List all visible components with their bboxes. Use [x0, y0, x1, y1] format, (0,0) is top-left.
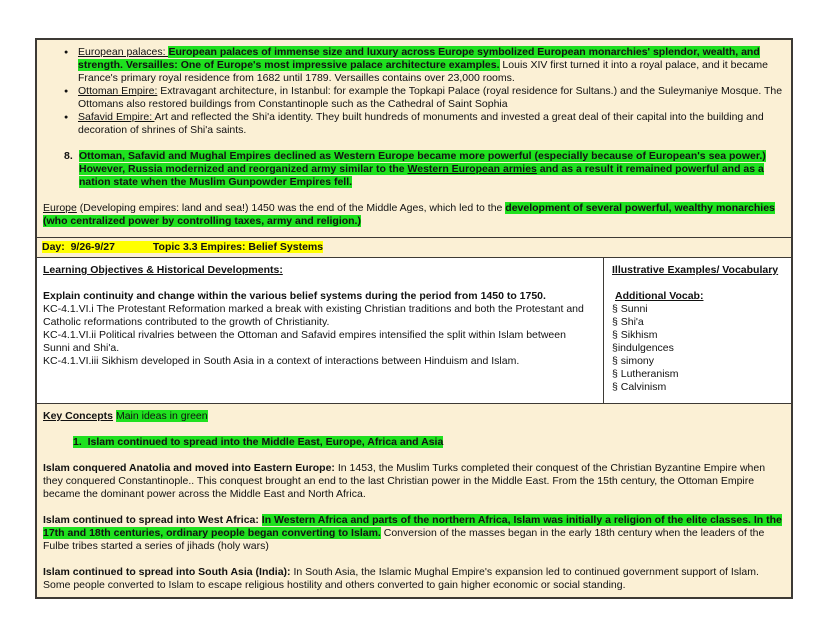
text-run: Islam continued to spread into West Africa:: [43, 514, 262, 526]
bullet-text: [78, 111, 783, 137]
blank-line: [43, 189, 783, 202]
text-run: In South Asia, the Islamic Mughal Empire's expansion led to continued government support of Islam. Some people converted to Islam to escape religious hostility and others converted to gain higher economic or social standing.: [43, 566, 759, 591]
objectives-lead: Explain continuity and change within the various belief systems during the period from 1450 to 1750.: [43, 290, 546, 302]
vocab-item: § Shi'a: [612, 316, 644, 328]
concept-paragraph-anatolia: [43, 462, 783, 501]
objectives-table-row: [37, 257, 791, 403]
numbered-item-text: [79, 150, 783, 189]
blank-line: [43, 501, 783, 514]
additional-vocab-heading: Additional Vocab:: [615, 290, 704, 302]
bullet-text: [78, 85, 783, 111]
blank-line: [43, 277, 593, 290]
text-run: Topic 3.3 Empires: Belief Systems: [152, 241, 324, 253]
text-run: Western European armies: [407, 163, 537, 175]
vocab-item: § Sikhism: [612, 329, 658, 341]
text-run: Louis XIV first turned it into a royal palace, and it became France's primary royal residence from 1682 until 1789. Versailles contains over 23,000 rooms.: [78, 59, 768, 84]
concept-paragraph-south-asia: [43, 566, 783, 592]
vocab-item: § simony: [612, 355, 655, 367]
objectives-heading: Learning Objectives & Historical Developments:: [43, 264, 283, 276]
text-run: In Western Africa and parts of the northern Africa, Islam was initially a religion of the elite classes. In the 17th and 18th centuries, ordinary people began converting to Islam.: [43, 514, 782, 539]
bullet-text: [78, 46, 783, 85]
text-run: European palaces of immense size and luxury across Europe symbolized European monarchies' splendor, wealth, and strength. Versailles: One of Europe's most impressive palace architecture examples.: [78, 46, 760, 71]
text-run: Conversion of the masses began in the early 18th century when the leaders of the Fulbe tribes started a series of jihads (holy wars): [43, 527, 765, 552]
key-concepts-heading: [43, 410, 783, 423]
top-section: [37, 40, 791, 237]
day-topic-row: [37, 237, 791, 257]
text-run: development of several powerful, wealthy monarchies (who centralized power by controlling taxes, army and religion.): [43, 202, 775, 227]
europe-paragraph: [43, 202, 783, 228]
text-run: Main ideas in green: [115, 410, 208, 422]
bullet-item-ottoman-empire: [43, 85, 783, 111]
text-run: 1. Islam continued to spread into the Middle East, Europe, Africa and Asia: [73, 436, 444, 448]
blank-line: [612, 277, 787, 290]
text-run: Extravagant architecture, in Istanbul: for example the Topkapi Palace (royal residence for Sultans.) and the Suleymaniye Mosque. The Ottomans also restored buildings from Constantinople such as the Cathedral of Saint Sophia: [78, 85, 783, 110]
text-run: (Developing empires: land and sea!) 1450 was the end of the Middle Ages, which led to the: [76, 202, 506, 214]
text-run: and as a result it remained powerful and as a nation state when the Muslim Gunpowder Empires fell.: [79, 163, 764, 188]
bullet-icon: ●: [64, 49, 69, 56]
bullet-item-european-palaces: [43, 46, 783, 85]
text-run: [115, 241, 153, 253]
kc-line: KC-4.1.VI.ii Political rivalries between the Ottoman and Safavid empires intensified the split within Islam between Sunni and Shi'a.: [43, 329, 566, 354]
text-run: Day: 9/26-9/27: [42, 241, 115, 253]
document-page: [35, 38, 793, 599]
blank-line: [43, 553, 783, 566]
key-concepts-section: [37, 403, 791, 597]
bullet-icon: ●: [64, 88, 69, 95]
text-run: Ottoman, Safavid and Mughal Empires declined as Western Europe became more powerful (especially because of European's sea power.) However, Russia modernized and reorganized army similar to the: [79, 150, 766, 175]
blank-line: [43, 137, 783, 150]
text-run: Europe: [43, 202, 77, 214]
vocabulary-cell: [604, 258, 791, 403]
item-number: 8.: [64, 150, 73, 162]
vocab-item: § Calvinism: [612, 381, 667, 393]
kc-line: KC-4.1.VI.i The Protestant Reformation marked a break with existing Christian traditions and both the Protestant and Catholic reformations contributed to the growth of Christianity.: [43, 303, 584, 328]
text-run: European palaces:: [78, 46, 169, 58]
bullet-item-safavid-empire: [43, 111, 783, 137]
bullet-icon: ●: [64, 114, 69, 121]
numbered-item-8: [43, 150, 783, 189]
vocab-list: [612, 303, 787, 394]
objectives-left-cell: [37, 258, 604, 403]
text-run: Safavid Empire:: [78, 111, 155, 123]
text-run: Ottoman Empire:: [78, 85, 158, 97]
vocab-item: § Sunni: [612, 303, 648, 315]
blank-line: [43, 449, 783, 462]
blank-line: [43, 423, 783, 436]
text-run: Islam continued to spread into South Asia (India):: [43, 566, 294, 578]
kc-line: KC-4.1.VI.iii Sikhism developed in South Asia in a context of interactions between Hinduism and Islam.: [43, 355, 520, 367]
text-run: Key Concepts: [43, 410, 114, 422]
vocab-item: §indulgences: [612, 342, 674, 354]
concept-paragraph-west-africa: [43, 514, 783, 553]
text-run: Art and reflected the Shi'a identity. They built hundreds of monuments and invested a great deal of their capital into the building and decoration of shrines of Shi'a saints.: [78, 111, 764, 136]
text-run: Islam conquered Anatolia and moved into Eastern Europe:: [43, 462, 338, 474]
key-concept-1: [43, 436, 783, 449]
vocab-item: § Lutheranism: [612, 368, 679, 380]
vocabulary-heading: Illustrative Examples/ Vocabulary: [612, 264, 779, 276]
text-run: In 1453, the Muslim Turks completed their conquest of the Christian Byzantine Empire when they conquered Constantinople.. This conquest brought an end to the last Christian power in the Middle East. From the 15th century, the Ottoman Empire became the dominant power across the Middle East and North Africa.: [43, 462, 766, 500]
